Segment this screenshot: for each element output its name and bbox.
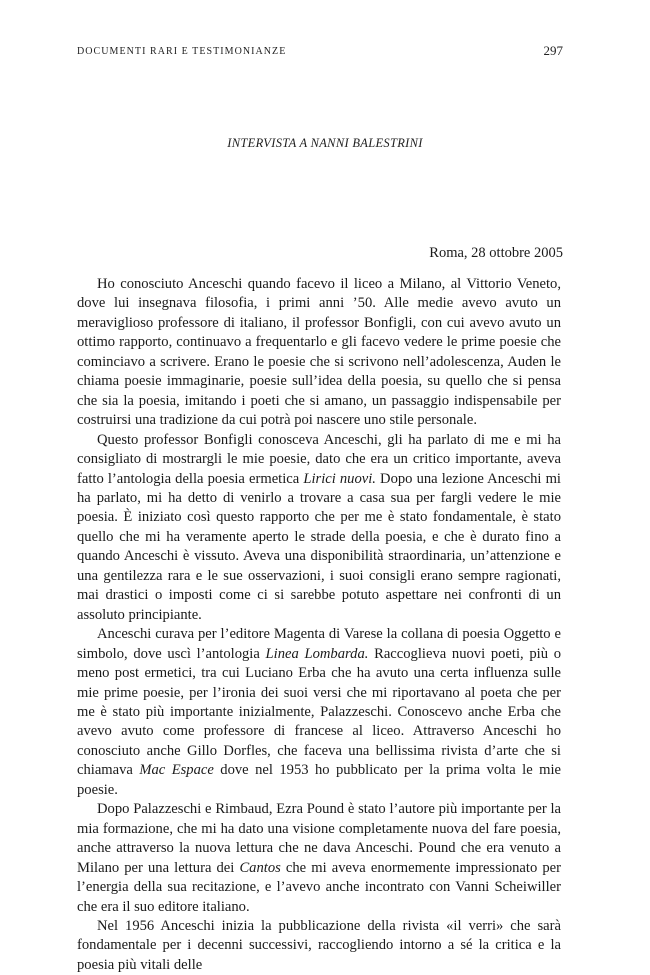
text-run: Raccoglieva nuovi poeti, più o meno post ermetici, tra cui Luciano Erba che ha avuto una certa influenza sulle mie prime poesie, per l’ironia dei suoi versi che mi riportavano al poeta che per me è stato più importante inizialmente, Palazzeschi. Conoscevo anche Erba che avevo avuto come professore di francese al liceo. Attraverso Anceschi ho conosciuto anche Gillo Dorfles, che faceva una bellissima rivista d’arte che si chiamava (77, 645, 561, 779)
text-run: Ho conosciuto Anceschi quando facevo il liceo a Milano, al Vittorio Veneto, dove lui insegnava filosofia, i primi anni ’50. Alle medie avevo avuto un meraviglioso professore di italiano, il professor Bonfigli, con cui avevo avuto un ottimo rapporto, continuavo a frequentarlo e gli facevo vedere le prime poesie che cominciavo a scrivere. Erano le poesie che si scrivono nell’adolescenza, Auden le chiama poesie immaginarie, poesie sull’idea della poesia, su quello che si pensa che sia la poesia, imitando i poeti che si amano, un passaggio indispensabile per costruirsi una tradizione da cui potrà poi nascere uno stile personale. (77, 276, 561, 429)
italic-title: Mac Espace (139, 762, 214, 779)
paragraph (77, 625, 561, 800)
article-title: INTERVISTA A NANNI BALESTRINI (227, 136, 423, 150)
text-run: che mi aveva enormemente impressionato per l’energia della sua recitazione, e l’avevo anche incontrato con Vanni Scheiwiller che era il suo editore italiano. (77, 859, 561, 915)
text-run: Dopo una lezione Anceschi mi ha parlato, mi ha detto di venirlo a trovare a casa sua per fargli vedere le mie poesia. È iniziato così questo rapporto che per me è stato fondamentale, è stato quello che mi ha veramente aperto le strade della poesia, e che è durato fino a quando Anceschi è vissuto. Aveva una disponibilità straordinaria, un’attenzione e una gentilezza rara e le sue osservazioni, i suoi consigli erano sempre ragionati, mai drastici o imposti come ci si sarebbe potuto aspettare nei confronti di un assoluto principiante. (77, 470, 561, 623)
text-run: Nel 1956 Anceschi inizia la pubblicazione della rivista «il verri» che sarà fondamentale per i decenni successivi, raccogliendo intorno a sé la critica e la poesia più vitali delle (77, 917, 561, 973)
interview-body (77, 275, 561, 975)
paragraph (77, 917, 561, 975)
paragraph (77, 275, 561, 431)
page-number: 297 (543, 43, 563, 58)
paragraph (77, 431, 561, 626)
italic-title: Lirici nuovi. (303, 470, 376, 487)
text-run: Questo professor Bonfigli conosceva Anceschi, gli ha parlato di me e mi ha consigliato di mostrargli le mie poesie, dato che era un critico importante, aveva fatto l’antologia della poesia ermetica (77, 431, 561, 487)
italic-title: Cantos (239, 859, 281, 876)
dateline: Roma, 28 ottobre 2005 (429, 245, 563, 261)
running-head: DOCUMENTI RARI E TESTIMONIANZE (77, 46, 287, 57)
text-run: Dopo Palazzeschi e Rimbaud, Ezra Pound è stato l’autore più importante per la mia formazione, che mi ha dato una visione completamente nuova del fare poesia, anche attraverso la nuova lettura che ne dava Anceschi. Pound che era venuto a Milano per una lettura dei (77, 801, 561, 876)
italic-title: Linea Lombarda. (265, 645, 369, 662)
paragraph (77, 800, 561, 917)
text-run: dove nel 1953 ho pubblicato per la prima volta le mie poesie. (77, 762, 561, 798)
text-run: Anceschi curava per l’editore Magenta di Varese la collana di poesia Oggetto e simbolo, dove uscì l’antologia (77, 626, 561, 662)
